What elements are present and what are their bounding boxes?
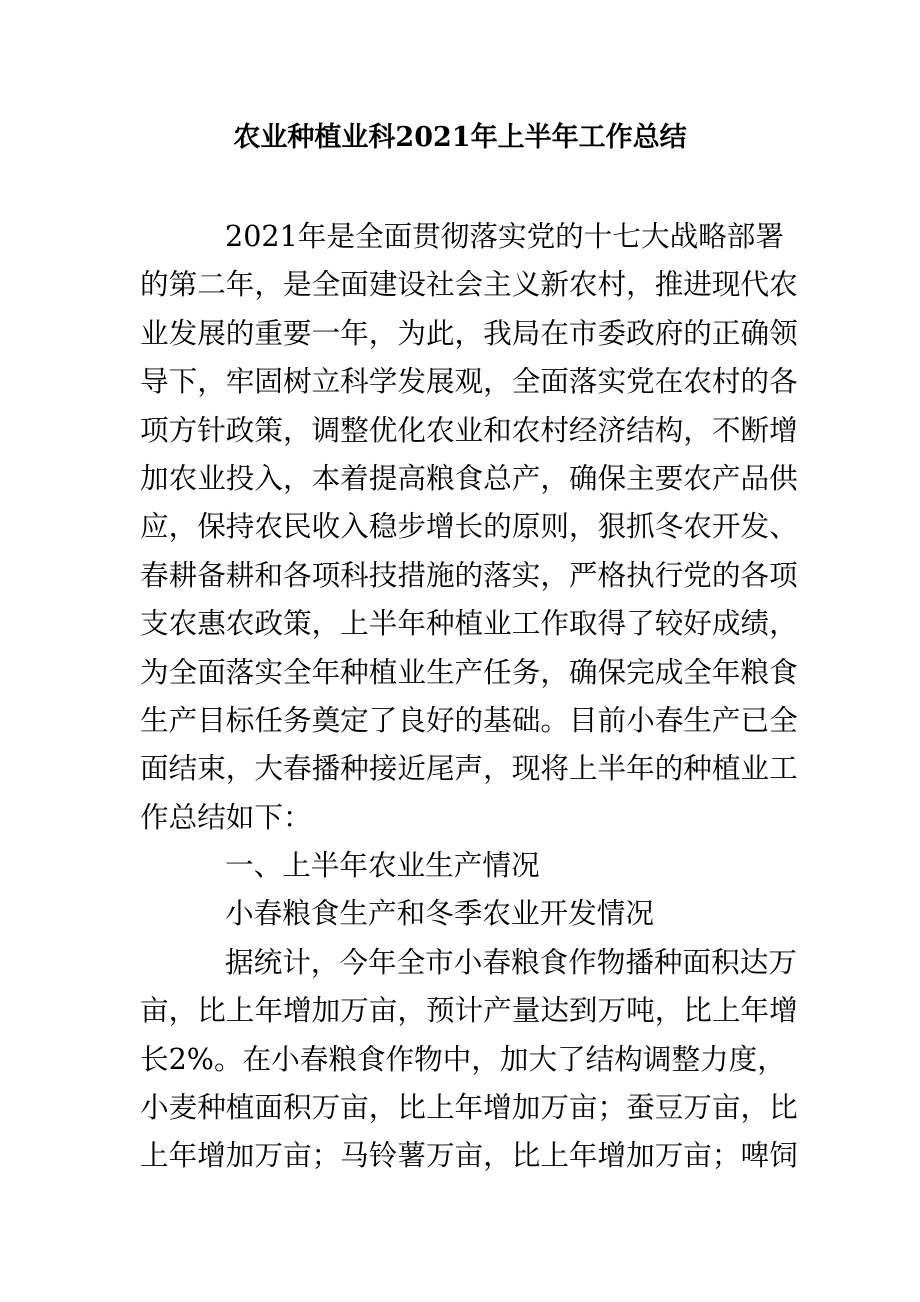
text-line: 小麦种植面积万亩，比上年增加万亩；蚕豆万亩，比 bbox=[140, 1090, 798, 1125]
document-body bbox=[140, 212, 798, 1180]
document-title: 农业种植业科2021年上半年工作总结 bbox=[233, 122, 687, 153]
section-subheading-text: 小春粮食生产和冬季农业开发情况 bbox=[225, 896, 654, 931]
text-line: 导下，牢固树立科学发展观，全面落实党在农村的各 bbox=[140, 364, 798, 399]
paragraph-intro bbox=[140, 212, 798, 841]
text-line: 生产目标任务奠定了良好的基础。目前小春生产已全 bbox=[140, 702, 798, 737]
text-line: 2021年是全面贯彻落实党的十七大战略部署 bbox=[225, 219, 784, 253]
text-line: 据统计，今年全市小春粮食作物播种面积达万 bbox=[225, 944, 797, 979]
section-subheading bbox=[140, 889, 784, 937]
text-line: 的第二年，是全面建设社会主义新农村，推进现代农 bbox=[140, 267, 798, 302]
paragraph-statistics bbox=[140, 938, 798, 1180]
text-line: 面结束，大春播种接近尾声，现将上半年的种植业工 bbox=[140, 751, 798, 786]
text-line: 业发展的重要一年，为此，我局在市委政府的正确领 bbox=[140, 315, 798, 350]
text-line: 为全面落实全年种植业生产任务，确保完成全年粮食 bbox=[140, 654, 798, 689]
text-line: 加农业投入，本着提高粮食总产，确保主要农产品供 bbox=[140, 460, 798, 495]
text-line: 应，保持农民收入稳步增长的原则，狠抓冬农开发、 bbox=[140, 509, 798, 544]
text-line: 项方针政策，调整优化农业和农村经济结构，不断增 bbox=[140, 412, 798, 447]
text-line: 长2%。在小春粮食作物中，加大了结构调整力度， bbox=[140, 1041, 786, 1076]
text-line: 作总结如下： bbox=[140, 799, 312, 834]
section-heading-text: 一、上半年农业生产情况 bbox=[225, 848, 540, 883]
text-line: 支农惠农政策，上半年种植业工作取得了较好成绩， bbox=[140, 606, 798, 641]
text-line: 上年增加万亩；马铃薯万亩，比上年增加万亩；啤饲 bbox=[140, 1138, 798, 1173]
text-line: 亩，比上年增加万亩，预计产量达到万吨，比上年增 bbox=[140, 993, 798, 1028]
section-heading bbox=[140, 841, 784, 889]
text-line: 春耕备耕和各项科技措施的落实，严格执行党的各项 bbox=[140, 557, 798, 592]
